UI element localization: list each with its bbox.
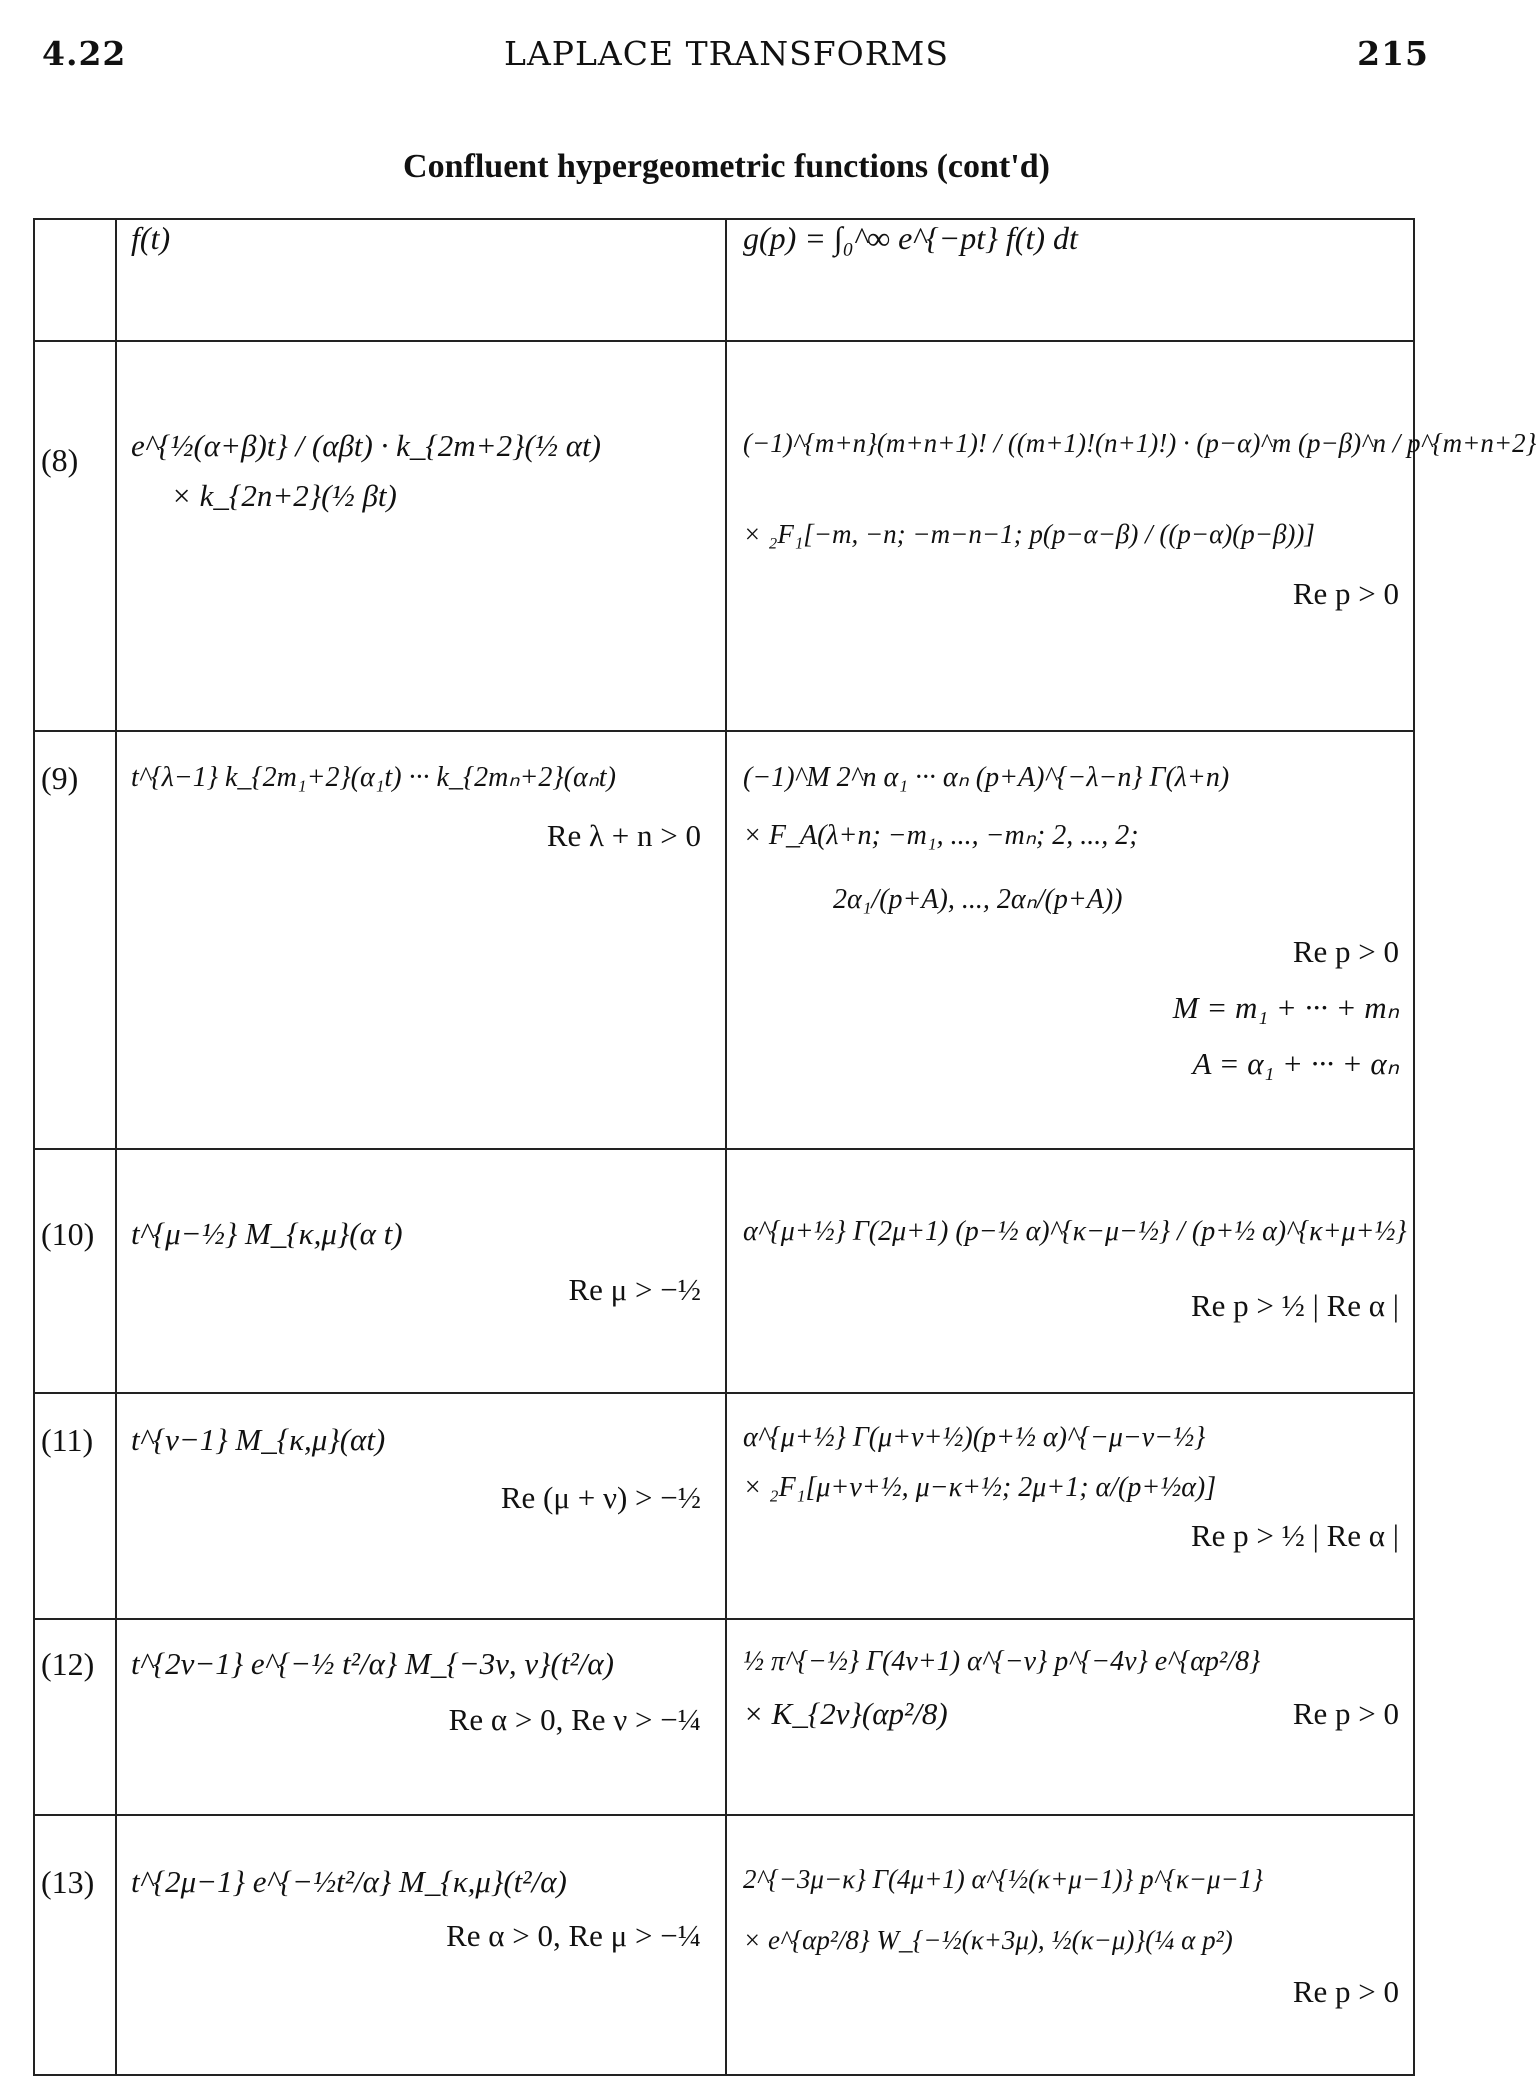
g-condition: Re p > 0 bbox=[1292, 934, 1399, 969]
g-definition: M = m₁ + ··· + mₙ bbox=[1172, 990, 1399, 1025]
g-line: ½ π^{−½} Γ(4ν+1) α^{−ν} p^{−4ν} e^{αp²/8} bbox=[743, 1646, 1261, 1677]
f-line: × k_{2n+2}(½ βt) bbox=[171, 478, 397, 513]
table-row bbox=[34, 731, 1414, 1149]
f-line: t^{μ−½} M_{κ,μ}(α t) bbox=[131, 1216, 403, 1251]
g-condition: Re p > 0 bbox=[1292, 576, 1399, 611]
row-number: (12) bbox=[34, 1619, 116, 1815]
row-number: (13) bbox=[34, 1815, 116, 2075]
table-header-row bbox=[34, 219, 1414, 341]
g-line: (−1)^M 2^n α₁ ··· αₙ (p+A)^{−λ−n} Γ(λ+n) bbox=[743, 762, 1230, 793]
g-definition: A = α₁ + ··· + αₙ bbox=[1192, 1046, 1399, 1081]
g-line: α^{μ+½} Γ(2μ+1) (p−½ α)^{κ−μ−½} / (p+½ α)^{κ+μ+½} bbox=[743, 1216, 1407, 1247]
g-line: × ₂F₁[−m, −n; −m−n−1; p(p−α−β) / ((p−α)(p−β))] bbox=[743, 519, 1315, 549]
f-cell bbox=[116, 1815, 726, 2075]
table-row bbox=[34, 1815, 1414, 2075]
g-line: × K_{2ν}(αp²/8) bbox=[743, 1696, 948, 1731]
row-number: (8) bbox=[34, 341, 116, 731]
table-row bbox=[34, 1393, 1414, 1619]
row-number: (11) bbox=[34, 1393, 116, 1619]
g-cell bbox=[726, 1619, 1414, 1815]
table-row bbox=[34, 1619, 1414, 1815]
g-condition: Re p > 0 bbox=[1292, 1974, 1399, 2009]
g-cell bbox=[726, 1815, 1414, 2075]
g-condition: Re p > ½ | Re α | bbox=[1190, 1288, 1399, 1323]
f-cell bbox=[116, 1619, 726, 1815]
f-line: t^{2ν−1} e^{−½ t²/α} M_{−3ν, ν}(t²/α) bbox=[131, 1646, 614, 1681]
g-line: × ₂F₁[μ+ν+½, μ−κ+½; 2μ+1; α/(p+½α)] bbox=[743, 1472, 1217, 1503]
f-condition: Re α > 0, Re μ > −¼ bbox=[446, 1918, 701, 1953]
table-row bbox=[34, 1149, 1414, 1393]
g-cell bbox=[726, 1149, 1414, 1393]
header-g: g(p) = ∫₀^∞ e^{−pt} f(t) dt bbox=[726, 219, 1414, 341]
g-line: α^{μ+½} Γ(μ+ν+½)(p+½ α)^{−μ−ν−½} bbox=[743, 1422, 1206, 1453]
f-condition: Re (μ + ν) > −½ bbox=[500, 1480, 701, 1515]
g-condition: Re p > ½ | Re α | bbox=[1190, 1518, 1399, 1553]
f-cell bbox=[116, 1149, 726, 1393]
header-f: f(t) bbox=[116, 219, 726, 341]
f-line: e^{½(α+β)t} / (αβt) · k_{2m+2}(½ αt) bbox=[131, 428, 601, 463]
f-line: t^{ν−1} M_{κ,μ}(αt) bbox=[131, 1422, 386, 1457]
g-cell bbox=[726, 731, 1414, 1149]
f-cell bbox=[116, 341, 726, 731]
table-title: Confluent hypergeometric functions (cont'd) bbox=[403, 148, 1050, 185]
g-line: 2^{−3μ−κ} Γ(4μ+1) α^{½(κ+μ−1)} p^{κ−μ−1} bbox=[743, 1864, 1264, 1894]
section-number: 4.22 bbox=[42, 34, 127, 73]
row-number: (9) bbox=[34, 731, 116, 1149]
g-line: × e^{αp²/8} W_{−½(κ+3μ), ½(κ−μ)}(¼ α p²) bbox=[743, 1925, 1233, 1955]
f-line: t^{2μ−1} e^{−½t²/α} M_{κ,μ}(t²/α) bbox=[131, 1864, 567, 1899]
f-condition: Re α > 0, Re ν > −¼ bbox=[448, 1702, 701, 1737]
f-condition: Re λ + n > 0 bbox=[546, 818, 701, 853]
f-cell bbox=[116, 1393, 726, 1619]
g-cell bbox=[726, 341, 1536, 731]
g-cell bbox=[726, 1393, 1414, 1619]
g-line: 2α₁/(p+A), ..., 2αₙ/(p+A)) bbox=[833, 884, 1123, 915]
row-number: (10) bbox=[34, 1149, 116, 1393]
running-title: LAPLACE TRANSFORMS bbox=[504, 34, 949, 73]
f-line: t^{λ−1} k_{2m₁+2}(α₁t) ··· k_{2mₙ+2}(αₙt) bbox=[131, 762, 616, 793]
page-number: 215 bbox=[1357, 34, 1429, 73]
g-line: × F_A(λ+n; −m₁, ..., −mₙ; 2, ..., 2; bbox=[743, 820, 1139, 851]
header-blank-cell bbox=[34, 219, 116, 341]
f-condition: Re μ > −½ bbox=[568, 1272, 701, 1307]
table-row bbox=[34, 341, 1414, 731]
g-condition: Re p > 0 bbox=[1292, 1696, 1399, 1731]
f-cell bbox=[116, 731, 726, 1149]
laplace-transform-table bbox=[33, 218, 1536, 2076]
g-line: (−1)^{m+n}(m+n+1)! / ((m+1)!(n+1)!) · (p−α)^m (p−β)^n / p^{m+n+2} bbox=[743, 428, 1536, 458]
